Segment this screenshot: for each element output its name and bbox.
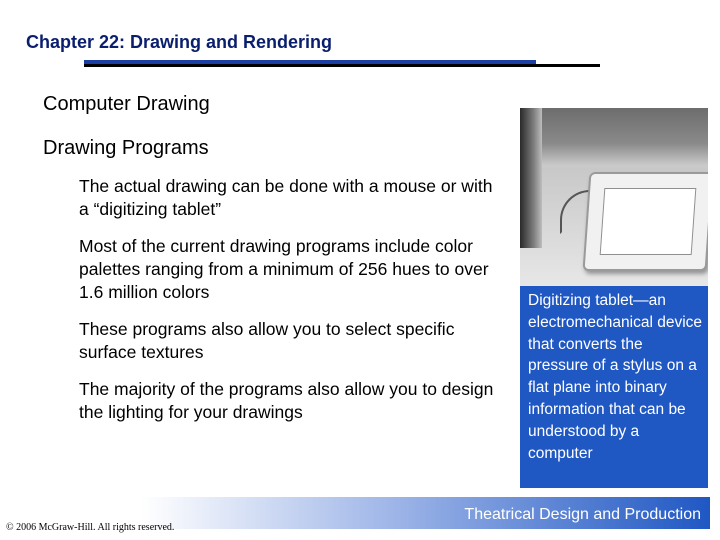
section-subheading: Drawing Programs (43, 137, 209, 159)
bullet-item: These programs also allow you to select specific surface textures (79, 319, 455, 362)
title-rule-end (536, 64, 600, 67)
bullet-item: Most of the current drawing programs include color palettes ranging from a minimum of 256 hues to over 1.6 million colors (79, 236, 489, 302)
photo-tablet-surface (600, 188, 697, 255)
bullet-list (79, 175, 499, 438)
bullet-item: The majority of the programs also allow you to design the lighting for your drawings (79, 379, 494, 422)
chapter-title: Chapter 22: Drawing and Rendering (26, 32, 333, 52)
footer-book-title: Theatrical Design and Production (464, 506, 701, 523)
section-heading: Computer Drawing (43, 93, 210, 115)
title-rule-shadow (84, 64, 536, 67)
bullet-item: The actual drawing can be done with a mouse or with a “digitizing tablet” (79, 176, 493, 219)
photo-tablet (583, 172, 708, 271)
figure-caption-box (520, 286, 708, 488)
digitizing-tablet-photo (520, 108, 708, 286)
figure-caption: Digitizing tablet—an electromechanical device that converts the pressure of a stylus on a flat plane into binary information that can be understood by a computer (528, 292, 703, 462)
copyright-notice: © 2006 McGraw-Hill. All rights reserved. (6, 522, 175, 533)
photo-monitor (520, 108, 542, 248)
